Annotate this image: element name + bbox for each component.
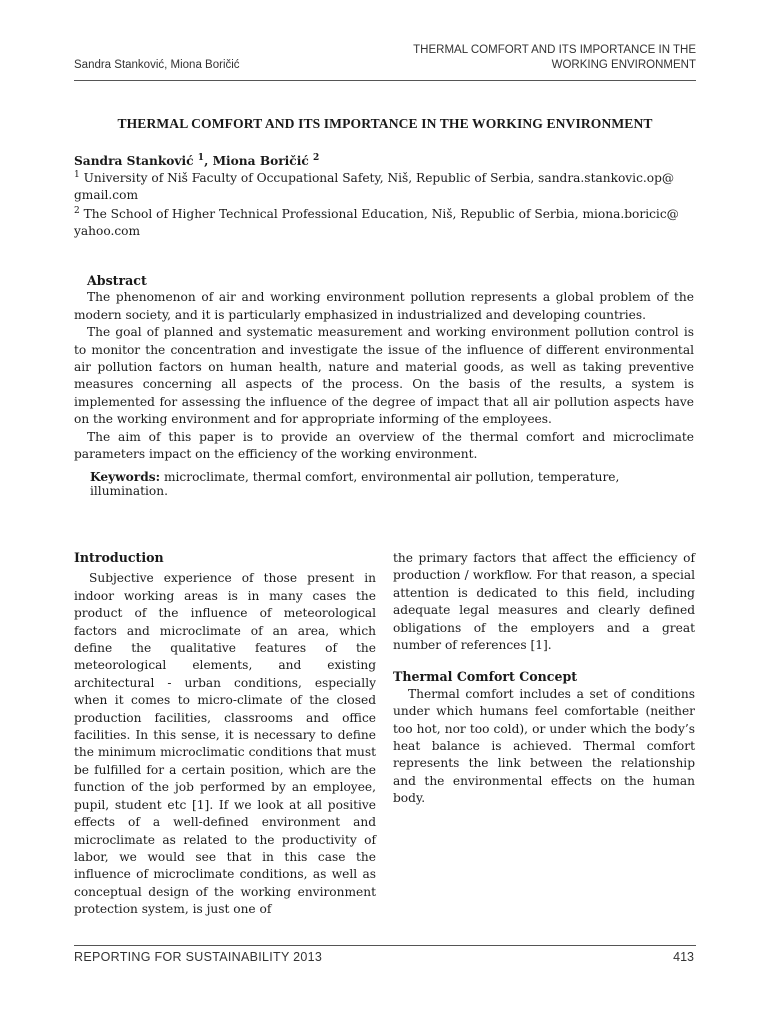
page-number: 413 [673, 950, 694, 964]
abstract-heading: Abstract [87, 273, 147, 288]
introduction-paragraph: Subjective experience of those present in indoor working areas is in many cases the product of the influence of meteorological factors and microclimate of an area, which define the qualitative features of the meteorological elements, and existing architectural - urban conditions, especially when it comes to micro-climate of the closed production facilities, classrooms and office facilities. In this sense, it is necessary to define the minimum microclimatic conditions that must be fulfilled for a certain position, which are the function of the job performed by an employee, pupil, student etc [1]. If we look at all positive effects of a well-defined environment and microclimate as related to the productivity of labor, we would see that in this case the influence of microclimate conditions, as well as conceptual design of the working environment protection system, is just one of [74, 571, 376, 917]
introduction-continued: the primary factors that affect the efficiency of production / workflow. For that reason, a special attention is dedicated to this field, including adequate legal measures and clearly defined obligations of the employers and a great number of references [1]. [393, 551, 695, 653]
affiliation-1-mark: 1 [74, 170, 80, 180]
affiliation-2-mark: 2 [74, 206, 80, 216]
affiliation-1-text: University of Niš Faculty of Occupational Safety, Niš, Republic of Serbia, sandra.stankovic.op@ gmail.com [74, 171, 675, 203]
affiliation-2-text: The School of Higher Technical Professional Education, Niš, Republic of Serbia, miona.boricic@ yahoo.com [74, 207, 679, 239]
header-divider [74, 80, 696, 81]
running-header-authors: Sandra Stanković, Miona Boričić [74, 59, 240, 71]
introduction-heading: Introduction [74, 550, 164, 565]
author-1: Sandra Stanković [74, 154, 194, 169]
keywords-label: Keywords: [90, 470, 161, 484]
left-column [74, 549, 376, 919]
running-header-title-line1: THERMAL COMFORT AND ITS IMPORTANCE IN THE [413, 44, 696, 56]
author-2: Miona Boričić [212, 154, 309, 169]
paper-title: THERMAL COMFORT AND ITS IMPORTANCE IN THE WORKING ENVIRONMENT [117, 116, 653, 131]
author-2-mark: 2 [313, 153, 320, 163]
thermal-comfort-paragraph: Thermal comfort includes a set of conditions under which humans feel comfortable (neither too hot, nor too cold), or under which the body’s heat balance is achieved. Thermal comfort represents the link between the relationship and the environmental effects on the human body. [393, 686, 695, 806]
affiliation-1 [74, 167, 694, 205]
thermal-comfort-heading: Thermal Comfort Concept [393, 669, 578, 685]
running-header-title-line2: WORKING ENVIRONMENT [551, 59, 696, 71]
abstract-section [74, 272, 694, 463]
keywords-text: microclimate, thermal comfort, environmental air pollution, temperature, illumination. [90, 470, 620, 498]
footer-journal: REPORTING FOR SUSTAINABILITY 2013 [74, 950, 323, 964]
abstract-paragraph-2: The goal of planned and systematic measurement and working environment pollution control is to monitor the concentration and investigate the issue of the influence of different environmental air pollution factors on human health, nature and material goods, as well as taking preventive measures concerning all aspects of the process. On the basis of the results, a system is implemented for assessing the influence of the degree of impact that all air pollution aspects have on the working environment and for appropriate informing of the employees. [74, 325, 694, 427]
author-separator: , [204, 154, 213, 169]
footer-divider [74, 945, 696, 946]
right-column [393, 550, 695, 808]
running-header-title [356, 43, 696, 73]
abstract-paragraph-1: The phenomenon of air and working environment pollution represents a global problem of the modern society, and it is particularly emphasized in industrialized and developing countries. [74, 290, 694, 322]
abstract-paragraph-3: The aim of this paper is to provide an overview of the thermal comfort and microclimate parameters impact on the efficiency of the working environment. [74, 429, 694, 462]
keywords [90, 470, 698, 498]
affiliation-2 [74, 203, 694, 241]
author-1-mark: 1 [197, 153, 205, 163]
